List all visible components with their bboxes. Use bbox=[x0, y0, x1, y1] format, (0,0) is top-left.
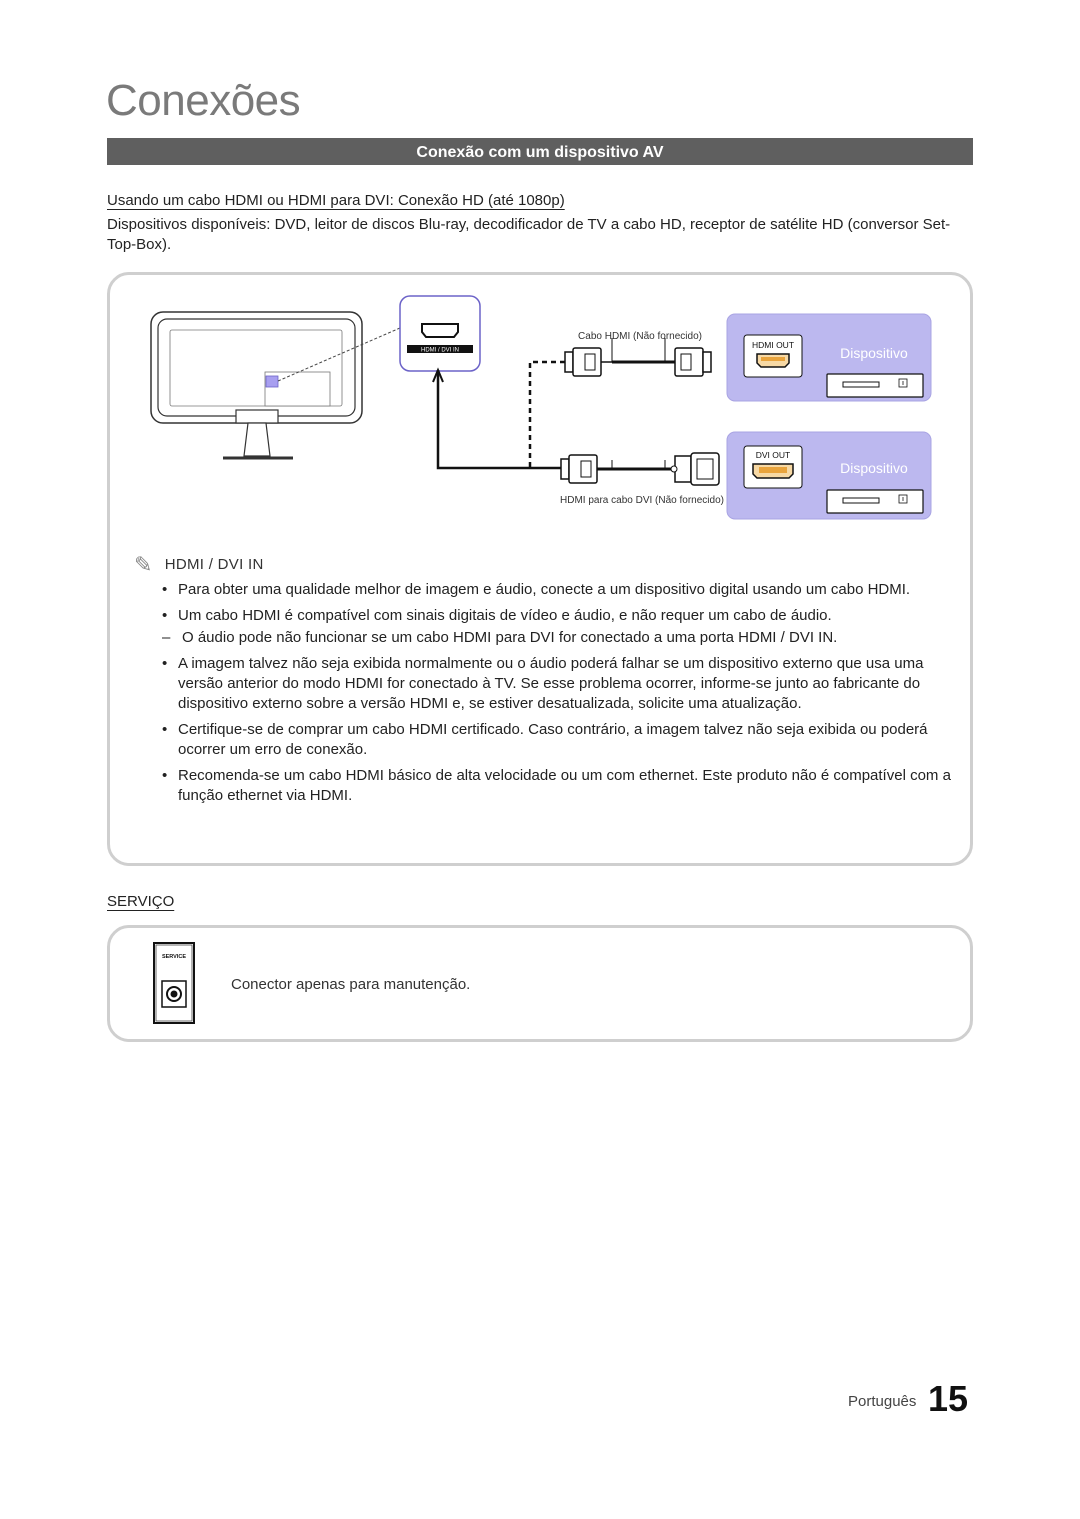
tv-port-label: HDMI / DVI IN bbox=[420, 347, 460, 354]
list-item: – O áudio pode não funcionar se um cabo HDMI para DVI for conectado a uma porta HDMI / DVI IN. bbox=[160, 628, 960, 648]
list-item: • A imagem talvez não seja exibida normalmente ou o áudio poderá falhar se um dispositivo externo que usa uma versão anterior do modo HDMI for conectado à TV. Se esse problema ocorrer, informe-se junto ao fabricante do dispositivo externo sobre a versão HDMI e, se estiver desatualizada, solicite uma atualização. bbox=[160, 654, 960, 714]
notes-list bbox=[160, 580, 960, 812]
service-port-icon bbox=[153, 942, 195, 1024]
device2-port-label: DVI OUT bbox=[755, 450, 791, 460]
device1-port-label: HDMI OUT bbox=[751, 340, 795, 350]
service-description: Conector apenas para manutenção. bbox=[231, 976, 471, 993]
list-item: • Um cabo HDMI é compatível com sinais digitais de vídeo e áudio, e não requer um cabo de áudio. bbox=[160, 606, 960, 626]
device1-label: Dispositivo bbox=[840, 345, 908, 361]
hdmi-dvi-in-port-callout bbox=[400, 296, 480, 371]
list-item: • Recomenda-se um cabo HDMI básico de alta velocidade ou um com ethernet. Este produto não é compatível com a função ethernet via HDMI. bbox=[160, 766, 960, 806]
note-heading-text: HDMI / DVI IN bbox=[164, 556, 264, 573]
list-item: • Certifique-se de comprar um cabo HDMI certificado. Caso contrário, a imagem talvez não seja exibida ou poderá ocorrer um erro de conexão. bbox=[160, 720, 960, 760]
list-item: • Para obter uma qualidade melhor de imagem e áudio, conecte a um dispositivo digital usando um cabo HDMI. bbox=[160, 580, 960, 600]
note-heading bbox=[134, 552, 264, 578]
device-2 bbox=[727, 432, 931, 519]
connection-diagram bbox=[130, 290, 950, 540]
device-1 bbox=[727, 314, 931, 401]
page-title: Conexões bbox=[106, 76, 301, 125]
tv-icon bbox=[151, 312, 362, 458]
service-port-label: SERVICE bbox=[161, 954, 187, 960]
cable-hdmi-label: Cabo HDMI (Não fornecido) bbox=[578, 331, 702, 342]
service-title: SERVIÇO bbox=[107, 893, 175, 910]
subheading: Usando um cabo HDMI ou HDMI para DVI: Conexão HD (até 1080p) bbox=[107, 192, 565, 209]
hdmi-dvi-cable-icon bbox=[561, 453, 719, 485]
section-title: Conexão com um dispositivo AV bbox=[107, 138, 973, 165]
footer-language: Português bbox=[848, 1393, 917, 1410]
hdmi-cable-icon bbox=[565, 338, 711, 376]
pencil-icon: ✎ bbox=[134, 552, 153, 577]
device2-label: Dispositivo bbox=[840, 460, 908, 476]
cable-dvi-label: HDMI para cabo DVI (Não fornecido) bbox=[560, 495, 724, 506]
page-number: 15 bbox=[928, 1378, 969, 1419]
intro-paragraph: Dispositivos disponíveis: DVD, leitor de discos Blu-ray, decodificador de TV a cabo HD, receptor de satélite HD (conversor Set-Top-Box). bbox=[107, 216, 951, 253]
